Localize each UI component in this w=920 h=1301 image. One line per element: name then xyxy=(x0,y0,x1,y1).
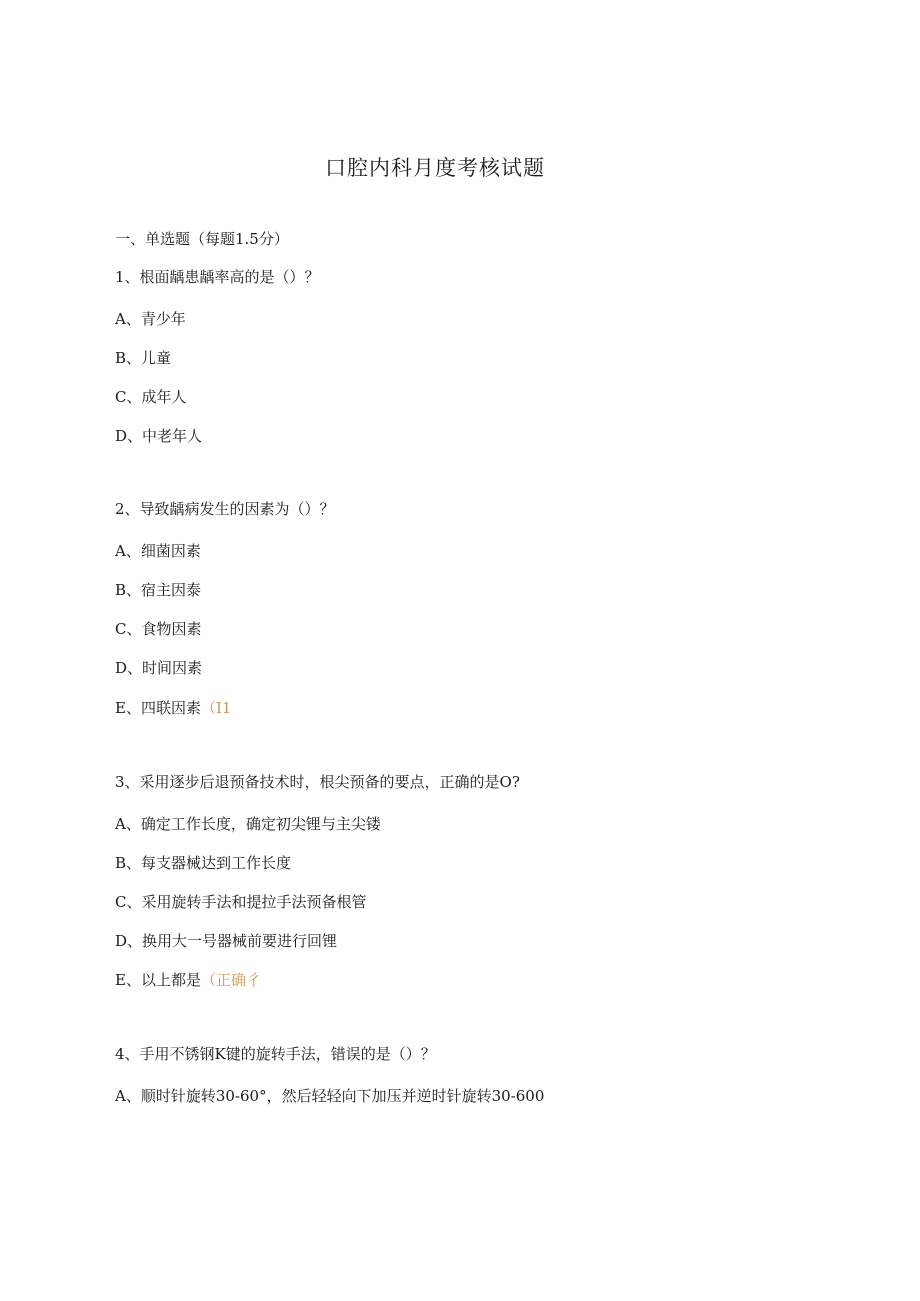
question-2-option-e xyxy=(115,697,231,719)
question-3-option-e xyxy=(115,969,261,991)
question-1-option-d: D、中老年人 xyxy=(115,427,203,445)
question-2-option-c: C、食物因素 xyxy=(115,620,202,638)
question-3-option-a: A、确定工作长度，确定初尖锂与主尖镂 xyxy=(115,815,381,833)
option-text: E、四联因素 xyxy=(115,699,201,717)
question-3-stem: 3、采用逐步后退预备技术时，根尖预备的要点，正确的是O? xyxy=(115,773,520,791)
question-3-option-d: D、换用大一号器械前要进行回锂 xyxy=(115,932,338,950)
question-4-stem: 4、手用不锈钢K键的旋转手法，错误的是（）？ xyxy=(115,1045,436,1063)
question-2-stem: 2、导致龋病发生的因素为（）？ xyxy=(115,500,335,518)
question-2-option-a: A、细菌因素 xyxy=(115,542,201,560)
question-4-option-a: A、顺时针旋转30-60°，然后轻轻向下加压并逆时针旋转30-600 xyxy=(115,1087,545,1105)
question-3-option-c: C、采用旋转手法和提拉手法预备根管 xyxy=(115,893,367,911)
question-1-stem: 1、根面龋患龋率高的是（）？ xyxy=(115,268,320,286)
section-heading: 一、单选题（每题1.5分） xyxy=(115,230,289,248)
page-title: 口腔内科月度考核试题 xyxy=(325,156,545,180)
question-1-option-b: B、儿童 xyxy=(115,349,172,367)
answer-note: （I1 xyxy=(200,699,232,717)
question-2-option-d: D、时间因素 xyxy=(115,659,203,677)
option-text: E、以上都是 xyxy=(115,971,201,989)
answer-note: （正确彳 xyxy=(200,971,261,989)
question-1-option-a: A、青少年 xyxy=(115,310,186,328)
question-2-option-b: B、宿主因泰 xyxy=(115,581,202,599)
question-3-option-b: B、每支器械达到工作长度 xyxy=(115,854,292,872)
question-1-option-c: C、成年人 xyxy=(115,388,187,406)
